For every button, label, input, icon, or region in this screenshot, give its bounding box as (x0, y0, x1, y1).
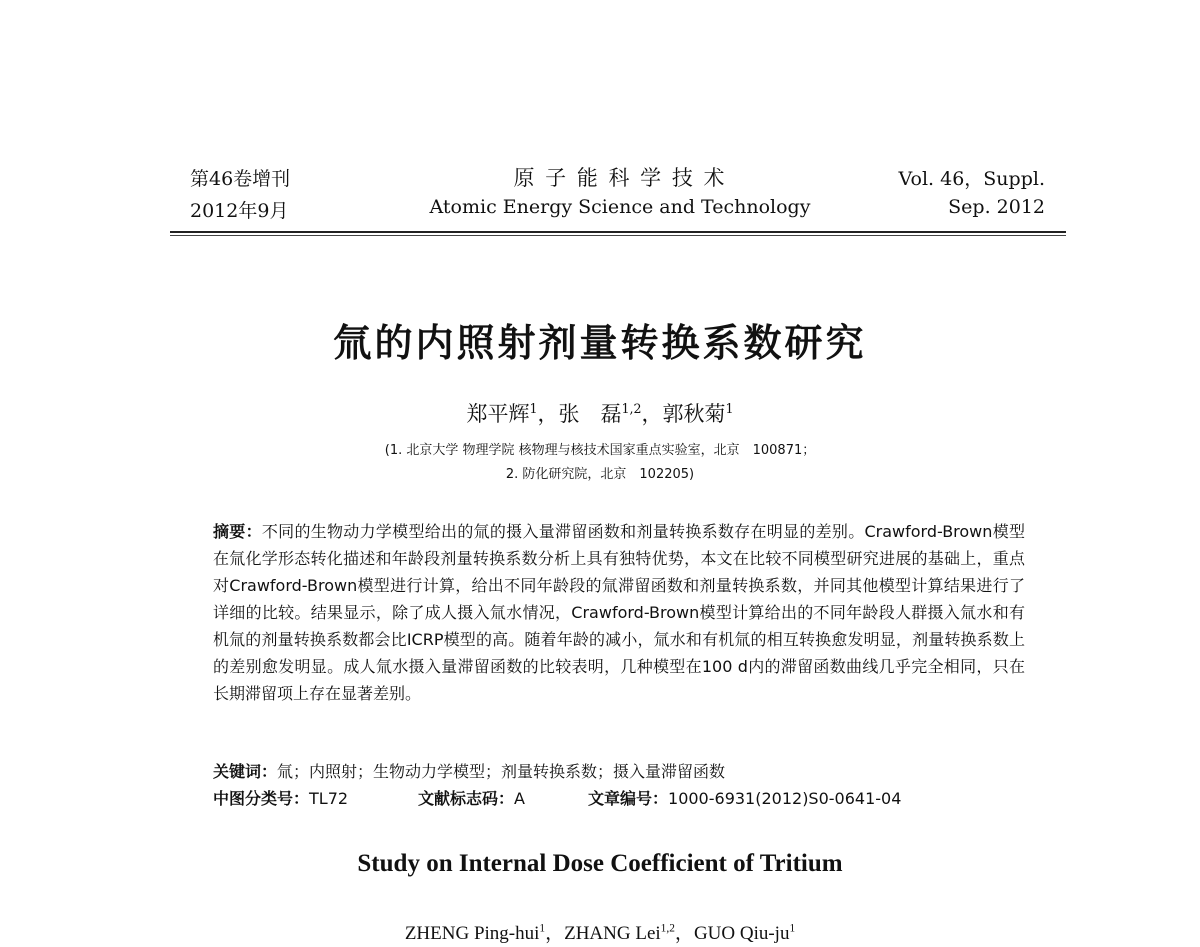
issue-label: 第46卷增刊 (190, 168, 291, 190)
affiliation-line: (1. 北京大学 物理学院 核物理与核技术国家重点实验室，北京 100871； (384, 443, 816, 458)
keywords-label: 关键词： (213, 762, 278, 781)
keywords: 氚；内照射；生物动力学模型；剂量转换系数；摄入量滞留函数 (277, 762, 726, 781)
author-affil-mark: 1,2 (660, 922, 675, 935)
authors-cn: 郑平辉$^1$，张 磊$^{1,2}$，郭秋菊$^1$ (466, 401, 734, 426)
abstract (213, 518, 1025, 707)
abstract-text: 不同的生物动力学模型给出的氚的摄入量滞留函数和剂量转换系数存在明显的差别。Crawford-Brown模型在氚化学形态转化描述和年龄段剂量转换系数分析上具有独特优势，本文在比较不同模型研究进展的基础上，重点对Crawford-Brown模型进行计算，给出不同年龄段的氚滞留函数和剂量转换系数，并同其他模型计算结果进行了详细的比较。结果显示，除了成人摄入氚水情况，Crawford-Brown模型计算给出的不同年龄段人群摄入氚水和有机氚的剂量转换系数都会比ICRP模型的高。随着年龄的减小，氚水和有机氚的相互转换愈发明显，剂量转换系数上的差别愈发明显。成人氚水摄入量滞留函数的比较表明，几种模型在100 d内的滞留函数曲线几乎完全相同，只在长期滞留项上存在显著差别。 (213, 522, 1025, 703)
article-no-label: 文章编号： (588, 789, 669, 808)
author-affil-mark: 1 (789, 922, 796, 935)
issue-date: 2012年9月 (190, 200, 289, 222)
header-rule (170, 231, 1066, 233)
author-affil-mark: 1 (529, 401, 538, 416)
journal-title-cn: 原 子 能 科 学 技 术 (513, 166, 727, 190)
article-no-value: 1000-6931(2012)S0-0641-04 (668, 789, 902, 808)
article-no-field (588, 786, 901, 809)
author-name: ZHANG Lei (564, 923, 661, 944)
author-name: GUO Qiu-ju (693, 923, 790, 944)
authors-en: ZHENG Ping-hui$^1$，ZHANG Lei$^{1,2}$，GUO Qiu-$ju^1$ (404, 922, 796, 944)
doc-code-field (418, 786, 525, 809)
header-rule-thin (170, 235, 1066, 236)
author-name: 郭秋菊 (662, 402, 726, 426)
keywords-line (213, 759, 725, 782)
author-name: 张 磊 (558, 402, 622, 426)
clc-value: TL72 (309, 789, 349, 808)
author-name: ZHENG Ping-hui (404, 923, 540, 944)
author-affil-mark: 1 (725, 401, 734, 416)
author-affil-mark: 1,2 (621, 401, 642, 416)
paper-title-cn: 氚的内照射剂量转换系数研究 (333, 321, 867, 365)
author-affil-mark: 1 (539, 922, 546, 935)
journal-title-en: Atomic Energy Science and Technology (429, 196, 811, 218)
author-name: 郑平辉 (466, 402, 530, 426)
doc-code-value: A (514, 789, 525, 808)
paper-title-en: Study on Internal Dose Coefficient of Tritium (357, 850, 843, 877)
abstract-label: 摘要： (213, 522, 262, 541)
clc-label: 中图分类号： (213, 789, 310, 808)
doc-code-label: 文献标志码： (418, 789, 515, 808)
clc-field (213, 786, 348, 809)
volume-label: Vol. 46，Suppl. (898, 168, 1045, 190)
date-label: Sep. 2012 (948, 196, 1045, 218)
affiliation-line: 2. 防化研究院，北京 102205) (505, 467, 695, 482)
